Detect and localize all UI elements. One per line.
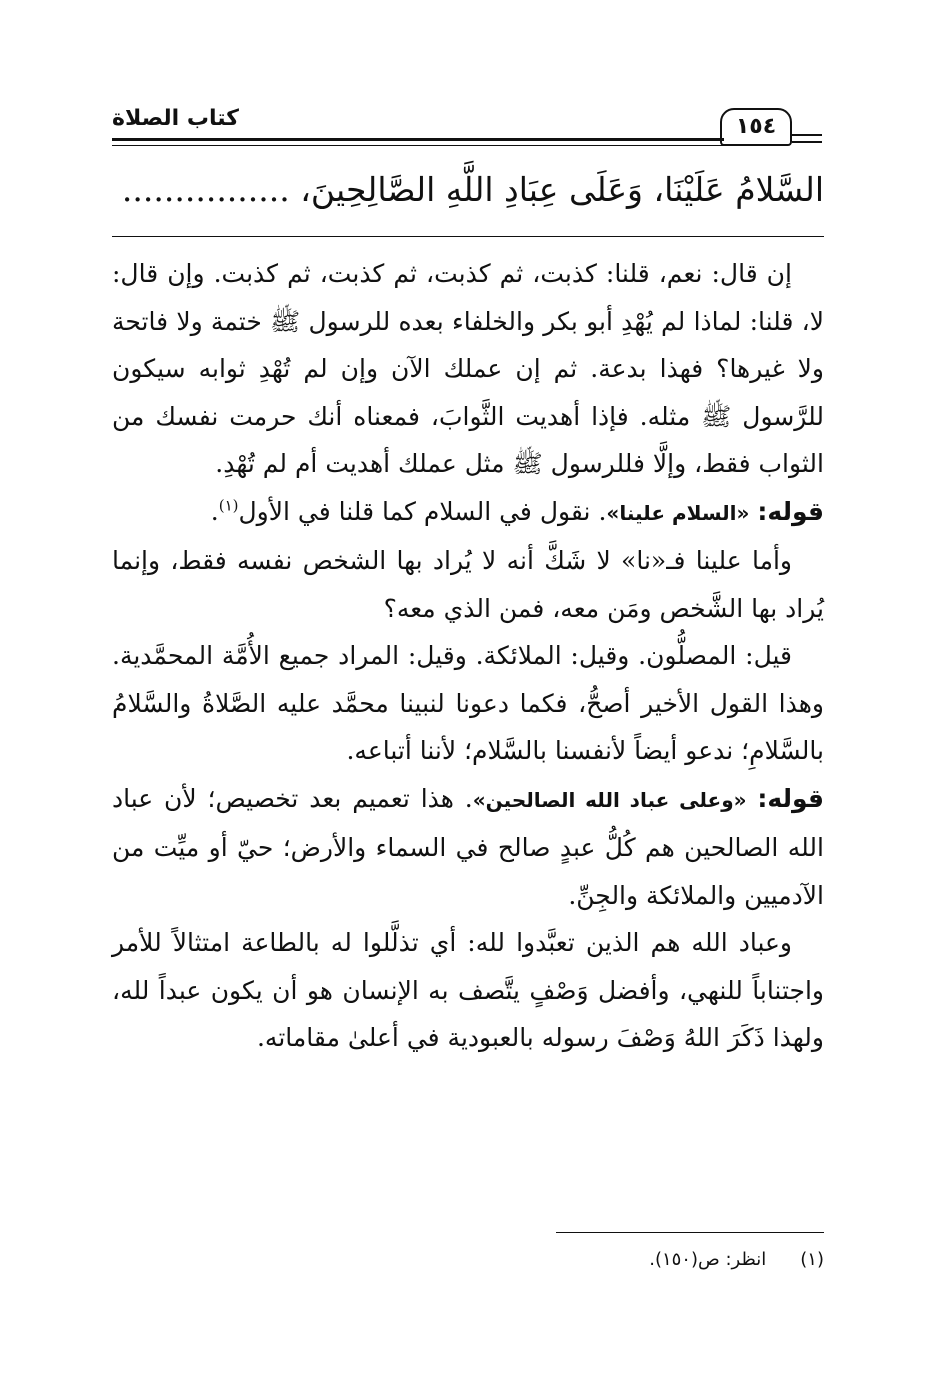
header-rule — [112, 138, 724, 141]
footnote-text: انظر: ص(١٥٠). — [649, 1249, 767, 1270]
book-title: كتاب الصلاة — [112, 106, 239, 131]
paragraph: وعباد الله هم الذين تعبَّدوا لله: أي تذلَّلوا له بالطاعة امتثالاً للأمر واجتناباً للنهي، وأفضل وَصْفٍ يتَّصف به الإنسان هو أن يكون عبداً لله، ولهذا ذَكَرَ اللهُ وَصْفَ رسوله بالعبودية في أعلىٰ مقاماته. — [112, 928, 824, 1052]
footnote-separator — [556, 1232, 824, 1233]
quoted-phrase: «وعلى عباد الله الصالحين» — [472, 787, 747, 812]
page-number: ١٥٤ — [720, 108, 792, 146]
paragraph: وأما علينا فـ«نا» لا شَكَّ أنه لا يُراد بها الشخص نفسه فقط، وإنما يُراد بها الشَّخص ومَن معه، فمن الذي معه؟ — [112, 546, 824, 623]
header-rule-stub — [792, 141, 822, 143]
footnote — [556, 1244, 824, 1276]
paragraph: إن قال: نعم، قلنا: كذبت، ثم كذبت، ثم كذبت، ثم كذبت. وإن قال: لا، قلنا: لماذا لم يُهْدِ أبو بكر والخلفاء بعده للرسول ﷺ ختمة ولا فاتحة ولا غيرها؟ فهذا بدعة. ثم إن عملك الآن وإن لم تُهْدِ ثوابه سيكون للرَّسول ﷺ مثله. فإذا أهديت الثَّوابَ، فمعناه أنك حرمت نفسك من الثواب فقط، وإلَّا فللرسول ﷺ مثل عملك أهديت أم لم تُهْدِ. — [112, 259, 824, 478]
quoted-phrase: «السلام علينا» — [606, 500, 750, 525]
quote-lead: قوله: — [757, 496, 824, 526]
paragraph: قوله: «السلام علينا». نقول في السلام كما قلنا في الأول$^{(١)}$. — [210, 496, 824, 526]
header-rule-thin — [112, 145, 724, 146]
footnote-reference: (١) — [218, 496, 239, 515]
hadith-text: السَّلامُ عَلَيْنَا، وَعَلَى عِبَادِ اللَّهِ الصَّالِحِينَ، — [300, 170, 824, 209]
paragraph: قوله: «وعلى عباد الله الصالحين». هذا تعميم بعد تخصيص؛ لأن عباد الله الصالحين هم كُلُّ عبدٍ صالح في السماء والأرض؛ حيّ أو ميِّت من الآدميين والملائكة والجِنِّ. — [112, 783, 824, 910]
footnote-marker: (١) — [800, 1249, 824, 1270]
header-rule-stub — [792, 134, 822, 136]
quote-lead: قوله: — [757, 783, 824, 813]
hadith-separator-rule — [112, 236, 824, 237]
hadith-text-line — [112, 160, 824, 220]
hadith-continuation-dots: ................ — [121, 170, 290, 209]
commentary-body — [112, 250, 824, 1062]
paragraph: قيل: المصلُّون. وقيل: الملائكة. وقيل: المراد جميع الأُمَّة المحمَّدية. وهذا القول الأخير أصحُّ، فكما دعونا لنبينا محمَّد عليه الصَّلاةُ والسَّلامُ بالسَّلامِ؛ ندعو أيضاً لأنفسنا بالسَّلام؛ لأننا أتباعه. — [112, 641, 824, 765]
